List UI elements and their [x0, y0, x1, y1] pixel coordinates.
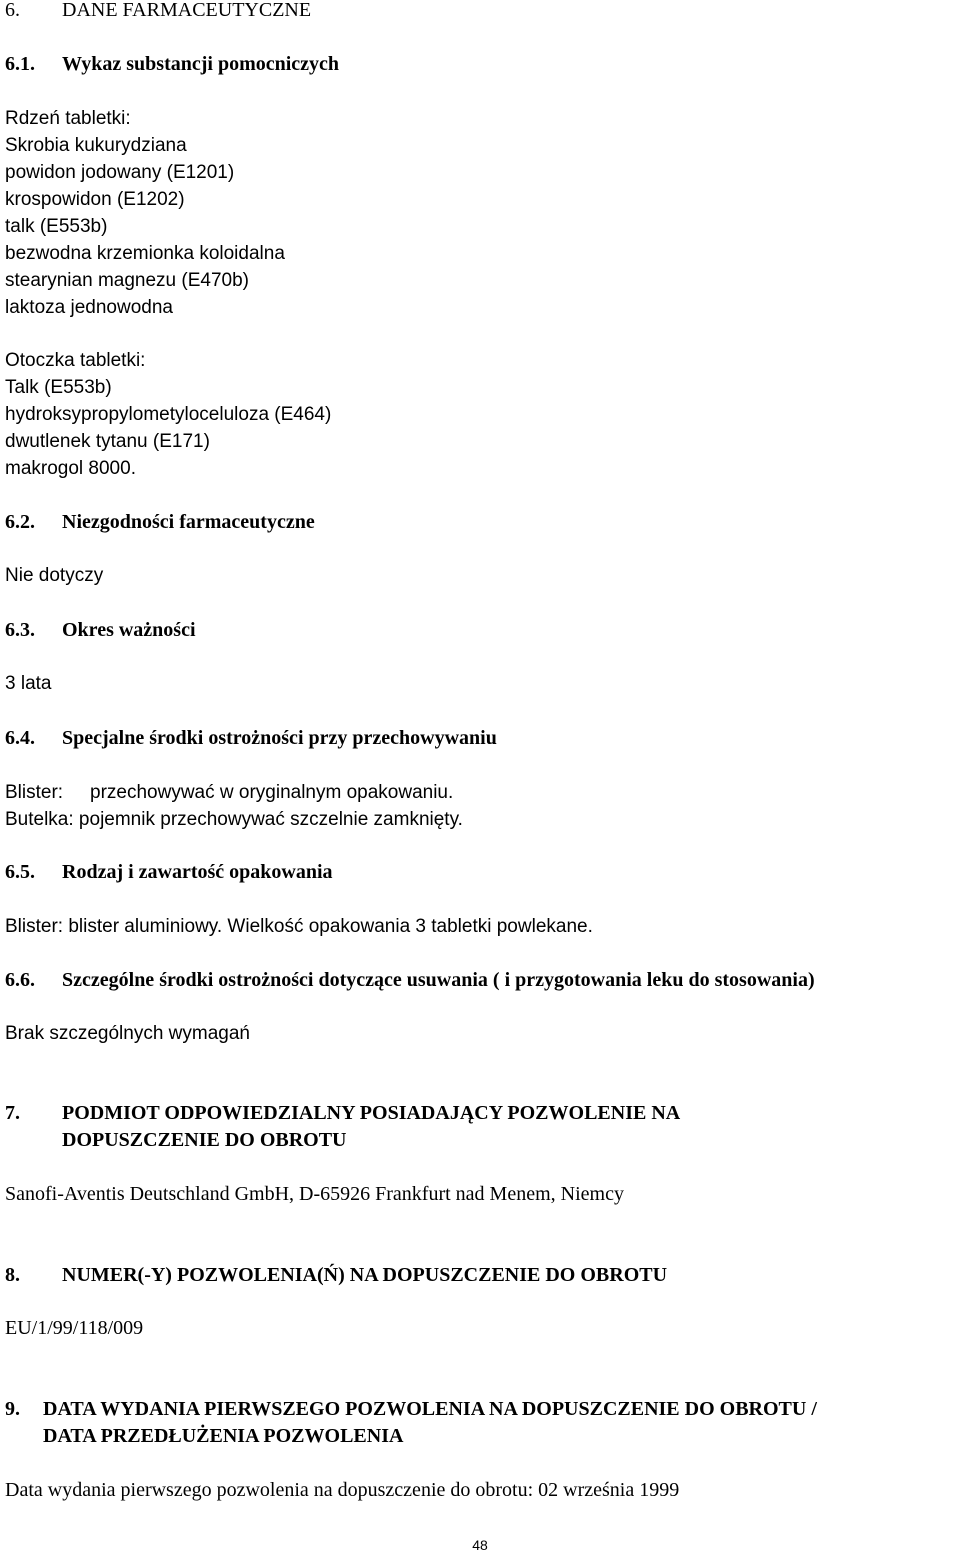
subsection-title: Specjalne środki ostrożności przy przechowywaniu: [62, 727, 497, 749]
subsection-title: Niezgodności farmaceutyczne: [62, 511, 315, 533]
list-item: dwutlenek tytanu (E171): [5, 431, 210, 452]
list-item: stearynian magnezu (E470b): [5, 270, 249, 291]
subsection-6-2-text: Nie dotyczy: [5, 565, 104, 586]
section-title: NUMER(-Y) POZWOLENIA(Ń) NA DOPUSZCZENIE DO OBROTU: [62, 1264, 668, 1286]
section-number: 9.: [5, 1398, 20, 1420]
subsection-number: 6.4.: [5, 727, 35, 749]
page-number: 48: [472, 1537, 488, 1553]
list-item: bezwodna krzemionka koloidalna: [5, 243, 285, 264]
section-8-text: EU/1/99/118/009: [5, 1317, 144, 1339]
blister-label: Blister:: [5, 782, 64, 803]
subsection-number: 6.2.: [5, 511, 35, 533]
subsection-6-6-text: Brak szczególnych wymagań: [5, 1023, 250, 1044]
subsection-6-5-text: Blister: blister aluminiowy. Wielkość opakowania 3 tabletki powlekane.: [5, 916, 593, 937]
subsection-number: 6.5.: [5, 861, 35, 883]
section-title-line2: DATA PRZEDŁUŻENIA POZWOLENIA: [43, 1425, 404, 1447]
subsection-number: 6.1.: [5, 53, 35, 75]
core-header: Rdzeń tabletki:: [5, 108, 131, 129]
section-title-line1: DATA WYDANIA PIERWSZEGO POZWOLENIA NA DOPUSZCZENIE DO OBROTU /: [43, 1398, 817, 1420]
subsection-number: 6.3.: [5, 619, 35, 641]
section-title: DANE FARMACEUTYCZNE: [62, 0, 312, 21]
section-9-text: Data wydania pierwszego pozwolenia na dopuszczenie do obrotu: 02 września 1999: [5, 1479, 680, 1501]
section-title-line2: DOPUSZCZENIE DO OBROTU: [62, 1129, 347, 1151]
section-title-line1: PODMIOT ODPOWIEDZIALNY POSIADAJĄCY POZWOLENIE NA: [62, 1102, 681, 1124]
list-item: Talk (E553b): [5, 377, 112, 398]
subsection-title: Rodzaj i zawartość opakowania: [62, 861, 333, 883]
blister-text: przechowywać w oryginalnym opakowaniu.: [90, 782, 454, 803]
storage-bottle-line: Butelka: pojemnik przechowywać szczelnie zamknięty.: [5, 809, 463, 830]
list-item: powidon jodowany (E1201): [5, 162, 235, 183]
coating-header: Otoczka tabletki:: [5, 350, 146, 371]
list-item: Skrobia kukurydziana: [5, 135, 187, 156]
section-7-text: Sanofi-Aventis Deutschland GmbH, D-65926 Frankfurt nad Menem, Niemcy: [5, 1183, 624, 1205]
subsection-title: Szczególne środki ostrożności dotyczące usuwania ( i przygotowania leku do stosowania): [62, 969, 815, 991]
section-number: 6.: [5, 0, 20, 21]
list-item: krospowidon (E1202): [5, 189, 185, 210]
list-item: laktoza jednowodna: [5, 297, 173, 318]
subsection-title: Wykaz substancji pomocniczych: [62, 53, 340, 75]
list-item: talk (E553b): [5, 216, 108, 237]
section-number: 7.: [5, 1102, 20, 1124]
section-number: 8.: [5, 1264, 20, 1286]
list-item: makrogol 8000.: [5, 458, 136, 479]
subsection-number: 6.6.: [5, 969, 35, 991]
list-item: hydroksypropylometyloceluloza (E464): [5, 404, 332, 425]
subsection-6-3-text: 3 lata: [5, 673, 52, 694]
subsection-title: Okres ważności: [62, 619, 196, 641]
